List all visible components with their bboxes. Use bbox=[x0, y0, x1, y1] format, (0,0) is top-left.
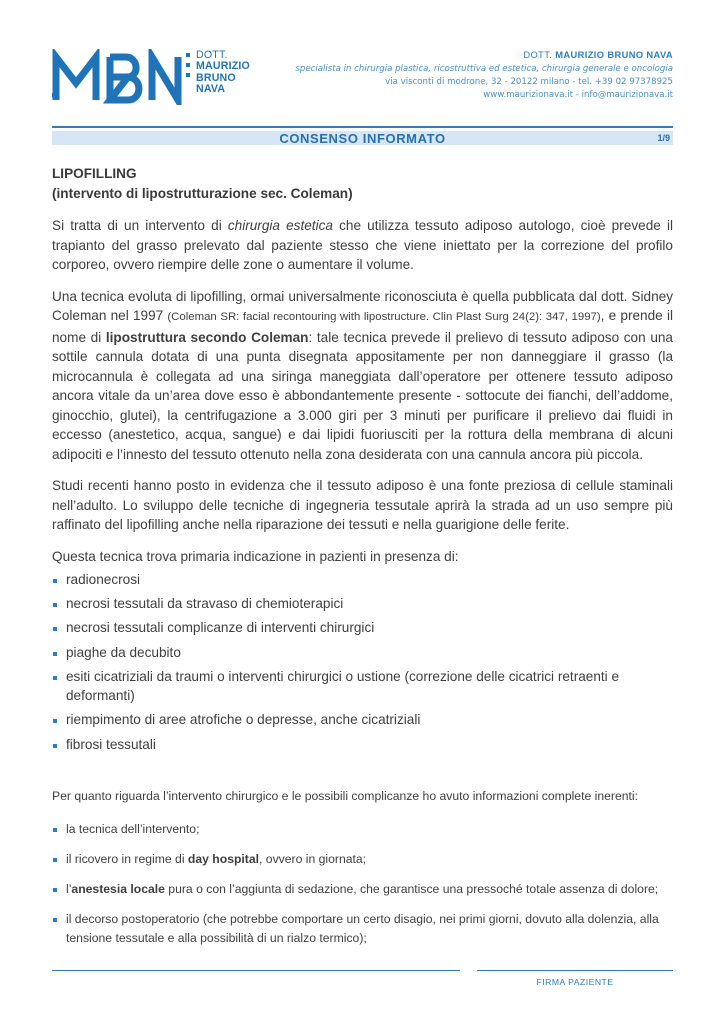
list-item: necrosi tessutali da stravaso di chemioterapici bbox=[52, 594, 673, 614]
logo-name-line: DOTT. bbox=[196, 49, 228, 61]
list-item bbox=[52, 850, 673, 869]
text-run: : tale tecnica prevede il prelievo di tessuto adiposo con una sottile cannula dotata di una punta disegnata appositamente per non danneggiare il grasso (la microcannula è collegata ad una siringa maneggiata dall’operatore per ottenere tessuto adiposo ancora vitale da un’area dove esso è abbondantemente presente - sottocute dei fianchi, dell’addome, ginocchio, glutei), la centrifugazione a 3.000 giri per 3 minuti per purificare il prelievo dai fluidi in eccesso (anestetico, acqua, sangue) e dai lipidi fuoriusciti per la rottura della membrana di alcuni adipociti e l’innesto del tessuto ottenuto nella zona desiderata con una cannula ancora più piccola. bbox=[52, 329, 673, 462]
text-run-bold: anestesia locale bbox=[71, 881, 165, 896]
specialty-text: specialista in chirurgia plastica, ricostruttiva ed estetica, chirurgia generale e oncologia bbox=[295, 64, 673, 74]
text-run: pura o con l’aggiunta di sedazione, che garantisce una pressoché totale assenza di dolore; bbox=[164, 881, 659, 896]
logo-name bbox=[196, 50, 250, 96]
logo-mark bbox=[52, 49, 192, 105]
paragraph-indications: Questa tecnica trova primaria indicazione in pazienti in presenza di: bbox=[52, 548, 459, 564]
text-run: , e prende il nome di bbox=[52, 308, 673, 345]
section-heading: LIPOFILLING bbox=[52, 166, 137, 181]
citation-text: (Coleman SR: facial recontouring with lipostructure. Clin Plast Surg 24(2): 347, 1997) bbox=[167, 311, 601, 323]
list-item: il decorso postoperatorio (che potrebbe comportare un certo disagio, nei primi giorni, dovuto alla dolenzia, alla tensione tessutale e alla possibilità di un rialzo termico); bbox=[52, 910, 673, 948]
page-number: 1/9 bbox=[657, 133, 670, 143]
text-run: che utilizza tessuto adiposo autologo, cioè prevede il trapianto del grasso prelevato dal paziente stesso che viene iniettato per la correzione del profilo corporeo, ovvero riempire delle zone o aumentare il volume. bbox=[52, 218, 673, 272]
indications-list bbox=[52, 570, 673, 754]
contact-block bbox=[295, 50, 673, 103]
list-item: fibrosi tessutali bbox=[52, 735, 673, 755]
signature-line[interactable] bbox=[477, 970, 673, 971]
text-run: il ricovero in regime di bbox=[66, 851, 188, 866]
doctor-fullname: MAURIZIO BRUNO NAVA bbox=[555, 50, 673, 60]
paragraph-info-intro: Per quanto riguarda l’intervento chirurgico e le possibili complicanze ho avuto informazioni complete inerenti: bbox=[52, 789, 638, 804]
text-run-bold: day hospital bbox=[187, 851, 260, 866]
info-list bbox=[52, 820, 673, 948]
footer-rule bbox=[52, 970, 460, 971]
document-body bbox=[52, 164, 673, 948]
paragraph-intro bbox=[52, 216, 673, 275]
list-item bbox=[52, 880, 673, 899]
text-run-italic: chirurgia estetica bbox=[227, 218, 333, 233]
signature-label: FIRMA PAZIENTE bbox=[536, 977, 614, 987]
list-item: piaghe da decubito bbox=[52, 643, 673, 663]
logo-name-line: NAVA bbox=[196, 83, 226, 96]
address-text: via visconti di modrone, 32 - 20122 milano - tel. +39 02 97378925 bbox=[385, 77, 673, 88]
text-run: , ovvero in giornata; bbox=[259, 851, 367, 866]
logo-name-line: BRUNO bbox=[196, 71, 236, 84]
web-email-link[interactable]: www.maurizionava.it - info@maurizionava.it bbox=[483, 90, 673, 101]
title-rule bbox=[52, 126, 673, 128]
title-bar bbox=[52, 126, 673, 150]
text-run: Si tratta di un intervento di bbox=[52, 218, 228, 233]
text-run: Una tecnica evoluta di lipofilling, ormai universalmente riconosciuta è quella pubblicata dal dott. Sidney Coleman nel 1997 bbox=[52, 288, 673, 323]
logo-name-line: MAURIZIO bbox=[196, 60, 250, 73]
list-item: riempimento di aree atrofiche o depresse, anche cicatriziali bbox=[52, 710, 673, 730]
logo bbox=[52, 49, 267, 105]
list-item: esiti cicatriziali da traumi o interventi chirurgici o ustione (correzione delle cicatrici retraenti e deformanti) bbox=[52, 667, 673, 706]
doctor-name bbox=[295, 50, 673, 60]
text-run-bold: lipostruttura secondo Coleman bbox=[105, 329, 309, 345]
list-item: la tecnica dell’intervento; bbox=[52, 820, 673, 839]
paragraph-coleman bbox=[52, 287, 673, 465]
list-item: necrosi tessutali complicanze di interventi chirurgici bbox=[52, 618, 673, 638]
section-subheading: (intervento di lipostrutturazione sec. Coleman) bbox=[52, 186, 353, 201]
text-run: l’ bbox=[66, 881, 72, 896]
paragraph-stem-cells: Studi recenti hanno posto in evidenza che il tessuto adiposo è una fonte preziosa di cellule staminali nell’adulto. Lo sviluppo delle tecniche di ingegneria tessutale aprirà la strada ad un uso sempre più raffinato del lipofilling anche nella riparazione dei tessuti e nella guarigione delle ferite. bbox=[52, 478, 673, 532]
doctor-prefix: DOTT. bbox=[523, 50, 553, 60]
list-item: radionecrosi bbox=[52, 570, 673, 590]
document-title: CONSENSO INFORMATO bbox=[279, 131, 446, 146]
